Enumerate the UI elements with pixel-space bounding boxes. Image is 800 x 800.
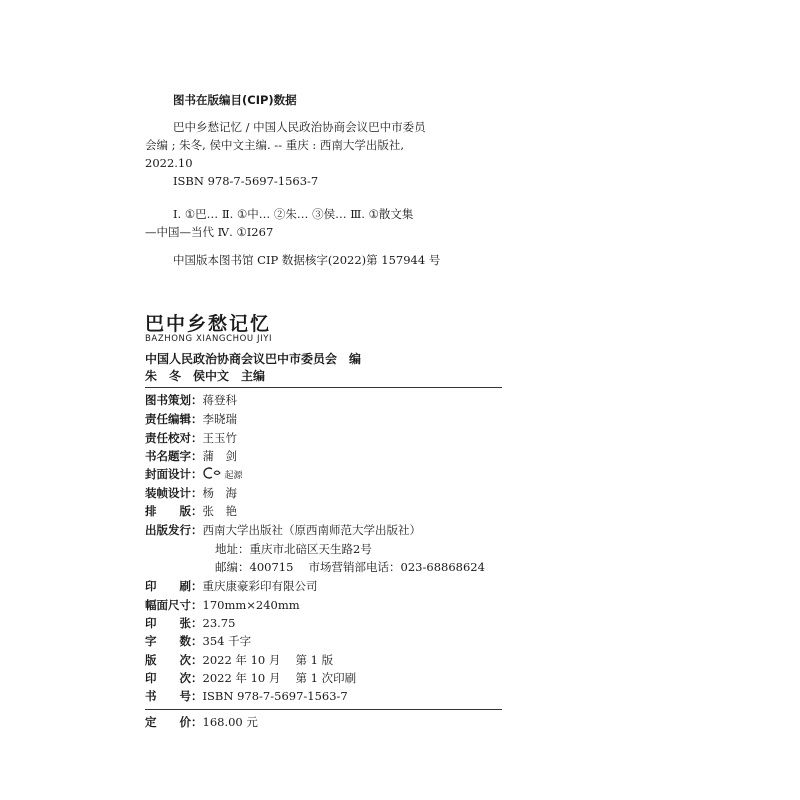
divider-top [145, 387, 502, 388]
credit-row-calligraphy [145, 447, 237, 465]
studio-logo-icon [203, 466, 223, 484]
chief-editors-line: 朱 冬 侯中文 主编 [145, 369, 266, 383]
cip-title-line: 巴中乡愁记忆 / 中国人民政治协商会议巴中市委员 [173, 120, 426, 134]
spec-value: 168.00 元 [202, 715, 258, 729]
spec-row-word-count [145, 632, 251, 650]
spec-value: 23.75 [202, 616, 236, 630]
credit-row-binding-design [145, 484, 237, 502]
credit-row-cover-design [145, 465, 243, 483]
cip-classification-line1: Ⅰ. ①巴… Ⅱ. ①中… ②朱… ③侯… Ⅲ. ①散文集 [173, 207, 414, 221]
spec-value: 170mm×240mm [202, 598, 300, 612]
credit-value: 蒲 剑 [202, 449, 237, 463]
studio-logo-text: 起源 [224, 471, 243, 481]
spec-label: 书 号： [145, 689, 203, 703]
spec-label: 定 价： [145, 715, 203, 729]
spec-row-impression [145, 669, 356, 687]
spec-row-edition [145, 651, 333, 669]
spec-label: 幅面尺寸： [145, 598, 203, 612]
publisher-address: 地址：重庆市北碚区天生路2号 [215, 542, 372, 556]
credit-label: 封面设计： [145, 467, 203, 481]
credit-value: 蒋登科 [202, 393, 237, 407]
cip-heading: 图书在版编目(CIP)数据 [173, 93, 297, 107]
credit-value: 张 艳 [202, 504, 237, 518]
credit-label: 书名题字： [145, 449, 203, 463]
spec-label: 印 刷： [145, 579, 203, 593]
spec-value: 354 千字 [202, 634, 252, 648]
spec-label: 版 次： [145, 653, 203, 667]
credit-value: 西南大学出版社（原西南师范大学出版社） [202, 523, 421, 537]
spec-row-printer [145, 577, 318, 595]
book-title: 巴中乡愁记忆 [145, 313, 272, 335]
cip-classification-line2: —中国—当代 Ⅳ. ①I267 [145, 225, 274, 239]
compiler-line: 中国人民政治协商会议巴中市委员会 编 [145, 352, 362, 366]
cip-author-line: 会编 ; 朱冬, 侯中文主编. -- 重庆 : 西南大学出版社, [145, 138, 405, 152]
publisher-postcode-phone: 邮编：400715 市场营销部电话：023-68868624 [215, 560, 485, 574]
spec-row-sheets [145, 614, 235, 632]
spec-value: 2022 年 10 月 第 1 次印刷 [202, 671, 357, 685]
credit-row-proofreader [145, 429, 237, 447]
credit-value: 杨 海 [202, 486, 237, 500]
credit-row-planner [145, 391, 237, 409]
spec-row-size [145, 596, 300, 614]
book-title-pinyin: BAZHONG XIANGCHOU JIYI [145, 334, 273, 344]
credit-label: 出版发行： [145, 523, 203, 537]
credit-row-editor [145, 410, 237, 428]
divider-bottom [145, 709, 502, 710]
credit-label: 责任编辑： [145, 412, 203, 426]
cip-date-line: 2022.10 [145, 156, 193, 170]
spec-value: 重庆康豪彩印有限公司 [202, 579, 318, 593]
cip-isbn: ISBN 978-7-5697-1563-7 [173, 174, 319, 188]
credit-value: 李晓瑞 [202, 412, 237, 426]
credit-label: 装帧设计： [145, 486, 203, 500]
spec-row-price [145, 713, 258, 731]
credit-label: 责任校对： [145, 431, 203, 445]
spec-value: 2022 年 10 月 第 1 版 [202, 653, 334, 667]
credit-row-publisher [145, 521, 421, 539]
credit-label: 排 版： [145, 504, 203, 518]
spec-label: 印 张： [145, 616, 203, 630]
credit-label: 图书策划： [145, 393, 203, 407]
credit-value: 王玉竹 [202, 431, 237, 445]
spec-label: 印 次： [145, 671, 203, 685]
credit-row-typesetting [145, 502, 237, 520]
spec-label: 字 数： [145, 634, 203, 648]
cip-verification-number: 中国版本图书馆 CIP 数据核字(2022)第 157944 号 [173, 253, 441, 267]
spec-value: ISBN 978-7-5697-1563-7 [202, 689, 348, 703]
spec-row-isbn [145, 687, 348, 705]
